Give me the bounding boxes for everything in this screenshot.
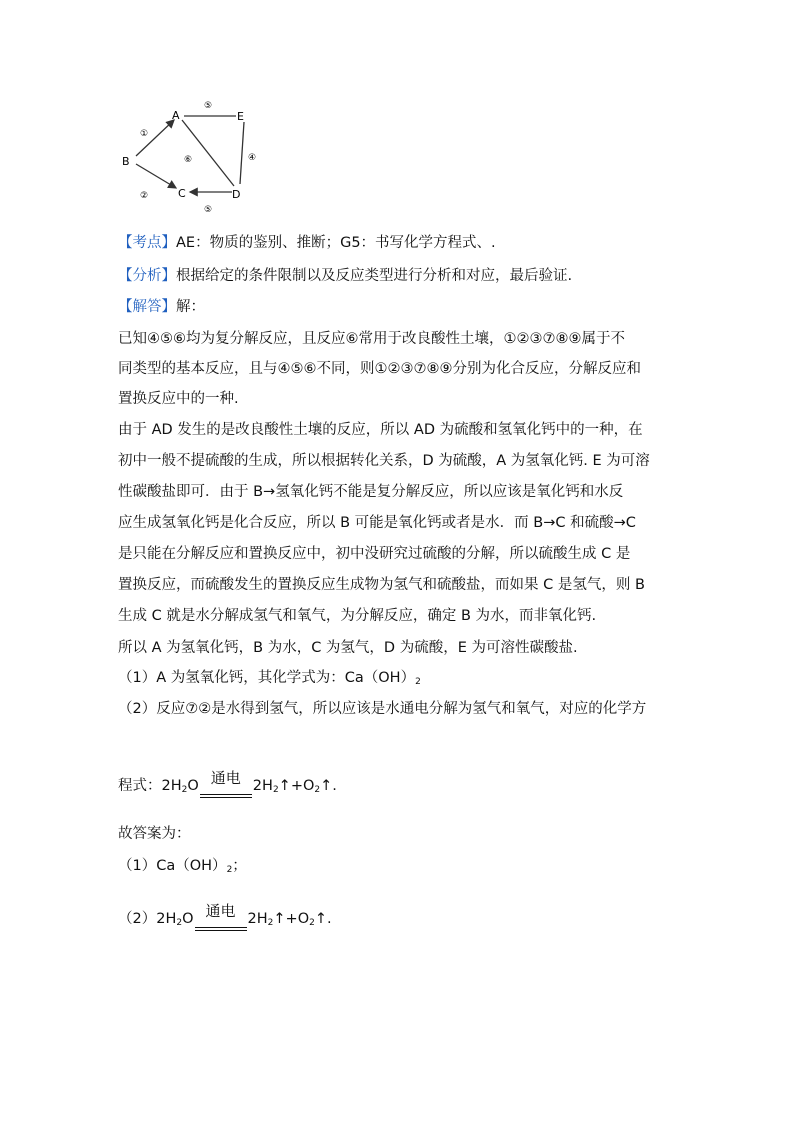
eq2-o2-sub: 2 <box>309 918 315 928</box>
fenxi-tag: 【分析】 <box>118 268 176 284</box>
eq1-end: ↑. <box>320 778 337 794</box>
para-line-1: 已知④⑤⑥均为复分解反应，且反应⑥常用于改良酸性土壤，①②③⑦⑧⑨属于不 <box>118 331 625 347</box>
node-e: E <box>237 110 244 123</box>
edge-label-1: ① <box>140 129 149 139</box>
para-line-12-text: （1）A 为氢氧化钙，其化学式为：Ca（OH） <box>118 670 416 686</box>
para-line-13: （2）反应⑦②是水得到氢气，所以应该是水通电分解为氢气和氧气，对应的化学方 <box>118 701 647 717</box>
fenxi-line <box>118 266 572 286</box>
edge-label-6: ⑥ <box>184 155 193 165</box>
answer-1-end: ； <box>232 858 247 874</box>
eq2-condition <box>195 902 247 933</box>
reaction-diagram <box>118 96 268 220</box>
node-c: C <box>178 187 186 200</box>
equation-line-1 <box>118 769 337 800</box>
node-d: D <box>232 188 241 201</box>
eq1-o2-sub: 2 <box>314 785 321 795</box>
jieda-tag: 【解答】 <box>118 299 176 315</box>
eq2-h2-sub: 2 <box>267 918 274 928</box>
kaodian-text: AE：物质的鉴别、推断；G5：书写化学方程式、. <box>176 235 496 251</box>
fenxi-text: 根据给定的条件限制以及反应类型进行分析和对应，最后验证. <box>176 268 573 284</box>
eq2-prefix: （2）2H <box>118 911 177 927</box>
para-line-2: 同类型的基本反应，且与④⑤⑥不同，则①②③⑦⑧⑨分别为化合反应，分解反应和 <box>118 361 641 377</box>
equation-line-2 <box>118 902 332 933</box>
eq1-condition-label: 通电 <box>210 769 241 787</box>
eq1-h2o-sub: 2 <box>181 785 188 795</box>
edge-label-4: ④ <box>248 153 257 163</box>
para-line-12-sub: 2 <box>415 677 421 687</box>
para-line-6: 性碳酸盐即可．由于 B→氢氧化钙不能是复分解反应，所以应该是氧化钙和水反 <box>118 484 624 500</box>
para-line-10: 生成 C 就是水分解成氢气和氧气，为分解反应，确定 B 为水，而非氧化钙. <box>118 608 597 624</box>
node-a: A <box>172 109 180 122</box>
answer-1-text: （1）Ca（OH） <box>118 858 227 874</box>
edge-b-c <box>136 164 176 188</box>
eq2-condition-label: 通电 <box>205 902 236 920</box>
para-line-7: 应生成氢氧化钙是化合反应，所以 B 可能是氧化钙或者是水．而 B→C 和硫酸→C <box>118 515 636 531</box>
para-line-9: 置换反应，而硫酸发生的置换反应生成物为氢气和硫酸盐，而如果 C 是氢气，则 B <box>118 577 645 593</box>
answer-head: 故答案为： <box>118 826 191 842</box>
para-line-5: 初中一般不提硫酸的生成，所以根据转化关系，D 为硫酸，A 为氢氧化钙. E 为可溶 <box>118 453 650 469</box>
edge-label-5-top: ⑤ <box>204 101 213 111</box>
eq1-h2: 2H <box>252 778 273 794</box>
eq2-plus: ↑+O <box>273 911 310 927</box>
jieda-line <box>118 297 205 317</box>
para-line-11: 所以 A 为氢氧化钙，B 为水，C 为氢气，D 为硫酸，E 为可溶性碳酸盐. <box>118 640 578 656</box>
kaodian-line <box>118 233 496 253</box>
edge-a-d <box>182 120 234 186</box>
reaction-diagram-svg <box>118 96 268 220</box>
eq2-end: ↑. <box>314 911 332 927</box>
jieda-text: 解： <box>176 299 205 315</box>
eq1-condition <box>200 769 252 800</box>
eq2-h2o-sub: 2 <box>176 918 183 928</box>
answer-1 <box>118 856 247 880</box>
edge-e-d <box>240 122 244 184</box>
eq1-prefix: 程式：2H <box>118 778 182 794</box>
edge-label-3-bottom: ⑤ <box>204 205 213 215</box>
edge-label-2: ② <box>140 191 149 201</box>
eq2-h2: 2H <box>247 911 268 927</box>
answer-1-sub: 2 <box>226 865 233 875</box>
para-line-12 <box>118 668 421 692</box>
eq1-h2-sub: 2 <box>272 785 279 795</box>
para-line-8: 是只能在分解反应和置换反应中，初中没研究过硫酸的分解，所以硫酸生成 C 是 <box>118 546 631 562</box>
para-line-4: 由于 AD 发生的是改良酸性土壤的反应，所以 AD 为硫酸和氢氧化钙中的一种，在 <box>118 422 643 438</box>
kaodian-tag: 【考点】 <box>118 235 176 251</box>
eq1-plus: ↑+O <box>278 778 315 794</box>
node-b: B <box>122 155 130 168</box>
eq2-o: O <box>182 911 194 927</box>
para-line-3: 置换反应中的一种. <box>118 391 239 407</box>
eq1-o: O <box>187 778 199 794</box>
